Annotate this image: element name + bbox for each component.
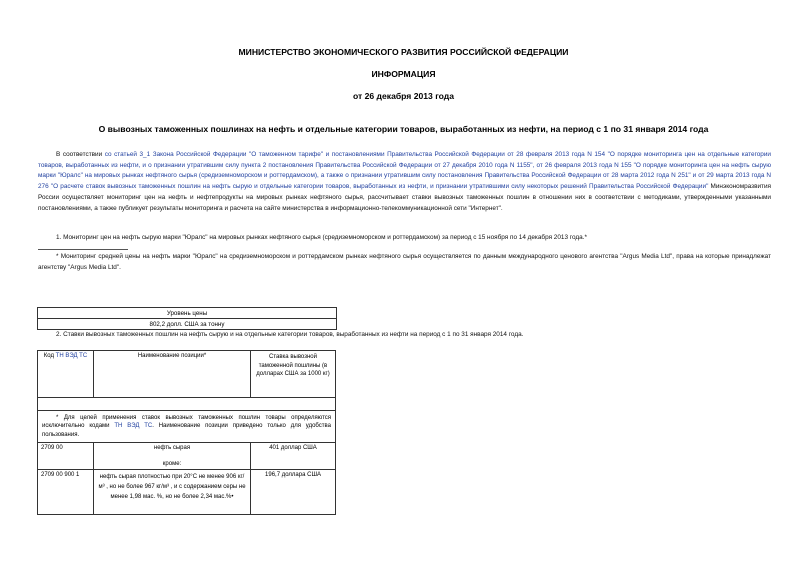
row-rate: 401 доллар США	[269, 444, 317, 451]
tn-ved-link[interactable]: ТН ВЭД ТС	[55, 353, 88, 359]
duty-table-header-row	[38, 351, 335, 397]
ministry-title: МИНИСТЕРСТВО ЭКОНОМИЧЕСКОГО РАЗВИТИЯ РОССИЙСКОЙ ФЕДЕРАЦИИ	[238, 47, 569, 57]
note-text-b: . Наименование позиции приведено только для удобства пользования.	[42, 423, 331, 438]
col-rate-header: Ставка вывозной таможенной пошлины (в долларах США за 1000 кг)	[256, 354, 330, 377]
col-name-header: Наименование позиции*	[94, 351, 251, 397]
row-rate: 196,7 доллара США	[265, 471, 321, 478]
price-table-header: Уровень цены	[38, 308, 337, 319]
duty-table	[37, 350, 336, 515]
row-name: нефть сырая плотностью при 20°С не менее 906 кг/м³ , но не более 967 кг/м³ , и с содержанием серы не менее 1,98 мас. %, но не более 2,34 мас.%•	[94, 470, 251, 514]
price-table	[37, 307, 337, 330]
doc-date: от 26 декабря 2013 года	[352, 91, 455, 101]
table-row	[38, 442, 335, 469]
intro-text-end: Минэкономразвития России осуществляет мониторинг цен на нефть и нефтепродукты на мировых рынках нефтяного сырья, рассчитывает ставки вывозных таможенных пошлин в отношении них в соответствии с методиками, утвержденными указанными постановлениями, а также публикует результаты мониторинга и расчета на сайте министерства в информационно-телекоммуникационной сети "Интернет".	[38, 183, 772, 212]
intro-text-start: В соответствии	[56, 151, 105, 158]
item-1-text: 1. Мониторинг цен на нефть сырую марки "Юралс" на мировых рынках нефтяного сырья (средиземноморском и роттердамском) за период с 15 ноября по 14 декабря 2013 года.*	[56, 234, 587, 241]
intro-paragraph	[38, 150, 771, 214]
legal-references-link[interactable]: со статьей 3_1 Закона Российской Федерации "О таможенном тарифе" и постановлениями Правительства Российской Федерации от 28 февраля 2013 года N 154 "О порядке мониторинга цен на отдельные категории товаров, выработанных из нефти, и о признании утратившим силу пункта 2 постановления Правительства Российской Федерации от 27 декабря 2010 года N 1155", от 26 февраля 2013 года N 155 "О порядке мониторинга цен на нефть сырую марки "Юралс" на мировых рынках нефтяного сырья (средиземноморском и роттердамском), а также о признании утратившим силу постановления Правительства Российской Федерации от 28 марта 2012 года N 251" и от 29 марта 2013 года N 276 "О расчете ставок вывозных таможенных пошлин на нефть сырую и отдельные категории товаров, выработанных из нефти, и признании утратившими силу некоторых решений Правительства Российской Федерации"	[38, 151, 772, 191]
table-row	[38, 469, 335, 514]
row-code: 2709 00	[38, 443, 94, 469]
footnote-divider	[38, 249, 128, 250]
footnote-1: * Мониторинг средней цены на нефть марки "Юралс" на средиземноморском и роттердамском рынках нефтяного сырья осуществляется по данным международного ценового агентства "Argus Media Ltd", права на которые принадлежат агентству "Argus Media Ltd".	[38, 253, 771, 271]
note-text-a: * Для целей применения ставок вывозных таможенных пошлин товары определяются исключительно кодами	[42, 415, 331, 430]
col-code-header	[38, 351, 94, 397]
col-code-prefix: Код	[43, 353, 56, 359]
price-table-value: 802,2 долл. США за тонну	[38, 319, 337, 330]
duty-table-note	[38, 411, 335, 442]
spacer-cell	[38, 398, 335, 410]
item-2-text: 2. Ставки вывозных таможенных пошлин на нефть сырую и на отдельные категории товаров, выработанных из нефти на период с 1 по 31 января 2014 года.	[56, 331, 524, 338]
row-name-text: нефть сырая	[153, 444, 191, 451]
row-name	[94, 443, 251, 469]
doc-subject: О вывозных таможенных пошлинах на нефть и отдельные категории товаров, выработанных из нефти, на период с 1 по 31 января 2014 года	[98, 124, 709, 134]
row-code: 2709 00 900 1	[38, 470, 94, 514]
duty-table-note-row	[38, 410, 335, 442]
note-tn-ved-link[interactable]: ТН ВЭД ТС	[114, 423, 153, 430]
duty-table-spacer-row	[38, 397, 335, 410]
doc-type-title: ИНФОРМАЦИЯ	[371, 69, 436, 79]
row-name-sub: кроме:	[162, 460, 182, 467]
